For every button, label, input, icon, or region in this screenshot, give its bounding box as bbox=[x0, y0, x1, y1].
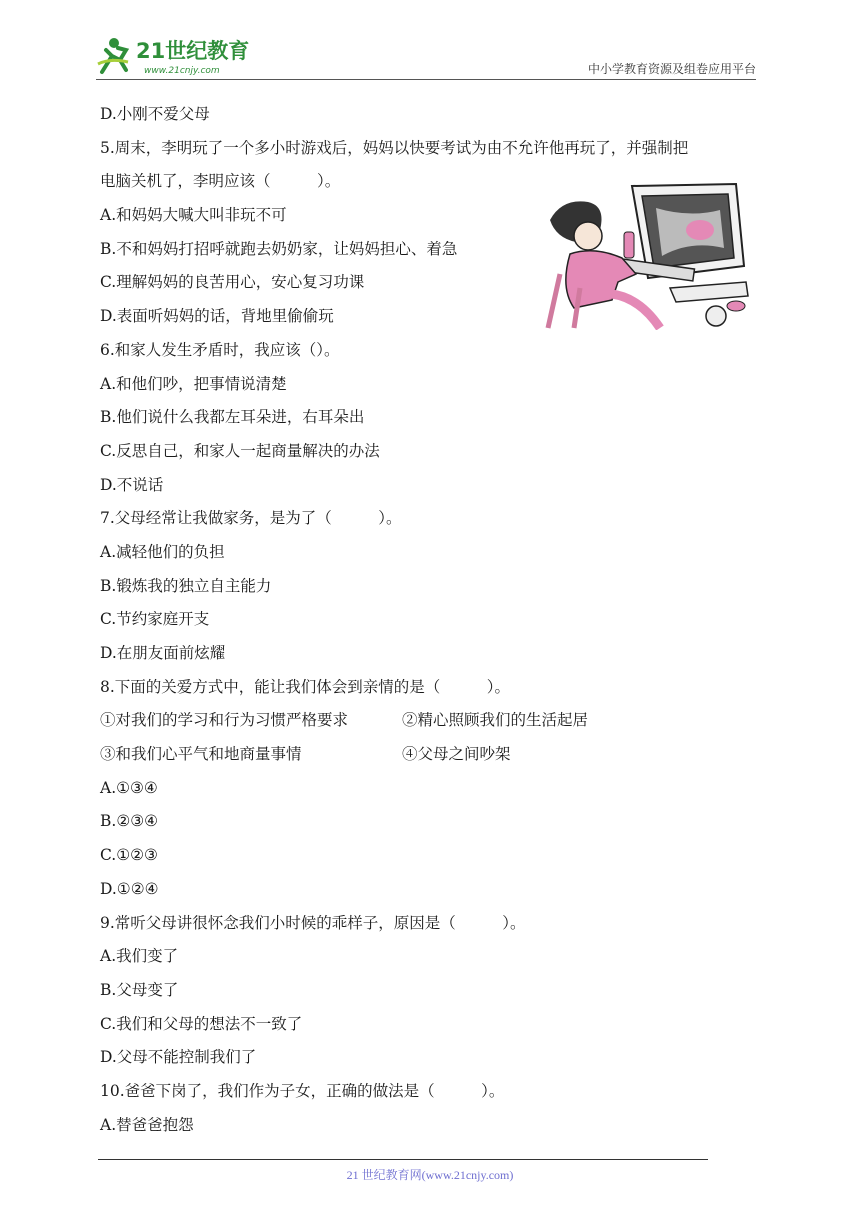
logo-text: 21世纪教育 bbox=[136, 39, 250, 63]
q8-option-c: C.①②③ bbox=[100, 846, 158, 865]
q5-option-c: C.理解妈妈的良苦用心，安心复习功课 bbox=[100, 273, 365, 292]
q8-statements-row2 bbox=[100, 738, 765, 772]
q8-statement-1: ①对我们的学习和行为习惯严格要求 bbox=[100, 711, 349, 730]
q6-option-d: D.不说话 bbox=[100, 475, 164, 494]
q8-option-d: D.①②④ bbox=[100, 879, 159, 898]
q7-stem: 7.父母经常让我做家务，是为了（ ）。 bbox=[100, 509, 402, 528]
q5-option-b: B.不和妈妈打招呼就跑去奶奶家，让妈妈担心、着急 bbox=[100, 239, 458, 258]
q8-option-b: B.②③④ bbox=[100, 812, 159, 831]
q5-stem-line2: 电脑关机了，李明应该（ ）。 bbox=[100, 172, 341, 191]
q7-option-b: B.锻炼我的独立自主能力 bbox=[100, 576, 272, 595]
page-header bbox=[0, 0, 860, 90]
q10-stem: 10.爸爸下岗了，我们作为子女，正确的做法是（ ）。 bbox=[100, 1081, 505, 1100]
q7-option-a: A.减轻他们的负担 bbox=[100, 542, 225, 561]
q8-option-a: A.①③④ bbox=[100, 778, 158, 797]
q5-option-d: D.表面听妈妈的话，背地里偷偷玩 bbox=[100, 307, 334, 326]
platform-name: 中小学教育资源及组卷应用平台 bbox=[587, 62, 756, 76]
q9-option-a: A.我们变了 bbox=[100, 947, 179, 966]
footer-divider bbox=[98, 1159, 708, 1160]
q8-stem: 8.下面的关爱方式中，能让我们体会到亲情的是（ ）。 bbox=[100, 677, 511, 696]
q8-statement-3: ③和我们心平气和地商量事情 bbox=[100, 745, 302, 764]
q6-option-c: C.反思自己，和家人一起商量解决的办法 bbox=[100, 441, 380, 460]
logo bbox=[96, 34, 266, 78]
exam-questions bbox=[100, 98, 765, 1142]
q8-statements-row1 bbox=[100, 704, 765, 738]
q6-stem: 6.和家人发生矛盾时，我应该（）。 bbox=[100, 340, 340, 359]
q6-option-b: B.他们说什么我都左耳朵进，右耳朵出 bbox=[100, 408, 365, 427]
q8-statement-4: ④父母之间吵架 bbox=[402, 745, 511, 764]
q7-option-c: C.节约家庭开支 bbox=[100, 610, 210, 629]
q10-option-a: A.替爸爸抱怨 bbox=[100, 1115, 194, 1134]
q4-option-d: D.小刚不爱父母 bbox=[100, 105, 210, 123]
q9-option-c: C.我们和父母的想法不一致了 bbox=[100, 1014, 303, 1033]
q8-statement-2: ②精心照顾我们的生活起居 bbox=[402, 711, 589, 730]
q9-option-d: D.父母不能控制我们了 bbox=[100, 1048, 257, 1067]
q5-stem-line1: 5.周末，李明玩了一个多小时游戏后，妈妈以快要考试为由不允许他再玩了，并强制把 bbox=[100, 138, 689, 157]
q7-option-d: D.在朋友面前炫耀 bbox=[100, 644, 226, 662]
footer-source: 21 世纪教育网(www.21cnjy.com) bbox=[346, 1168, 514, 1182]
header-divider bbox=[96, 79, 756, 80]
q9-option-b: B.父母变了 bbox=[100, 980, 179, 999]
q5-option-a: A.和妈妈大喊大叫非玩不可 bbox=[100, 206, 287, 225]
q6-option-a: A.和他们吵，把事情说清楚 bbox=[100, 374, 287, 393]
q9-stem: 9.常听父母讲很怀念我们小时候的乖样子，原因是（ ）。 bbox=[100, 913, 526, 932]
logo-url: www.21cnjy.com bbox=[144, 66, 220, 76]
